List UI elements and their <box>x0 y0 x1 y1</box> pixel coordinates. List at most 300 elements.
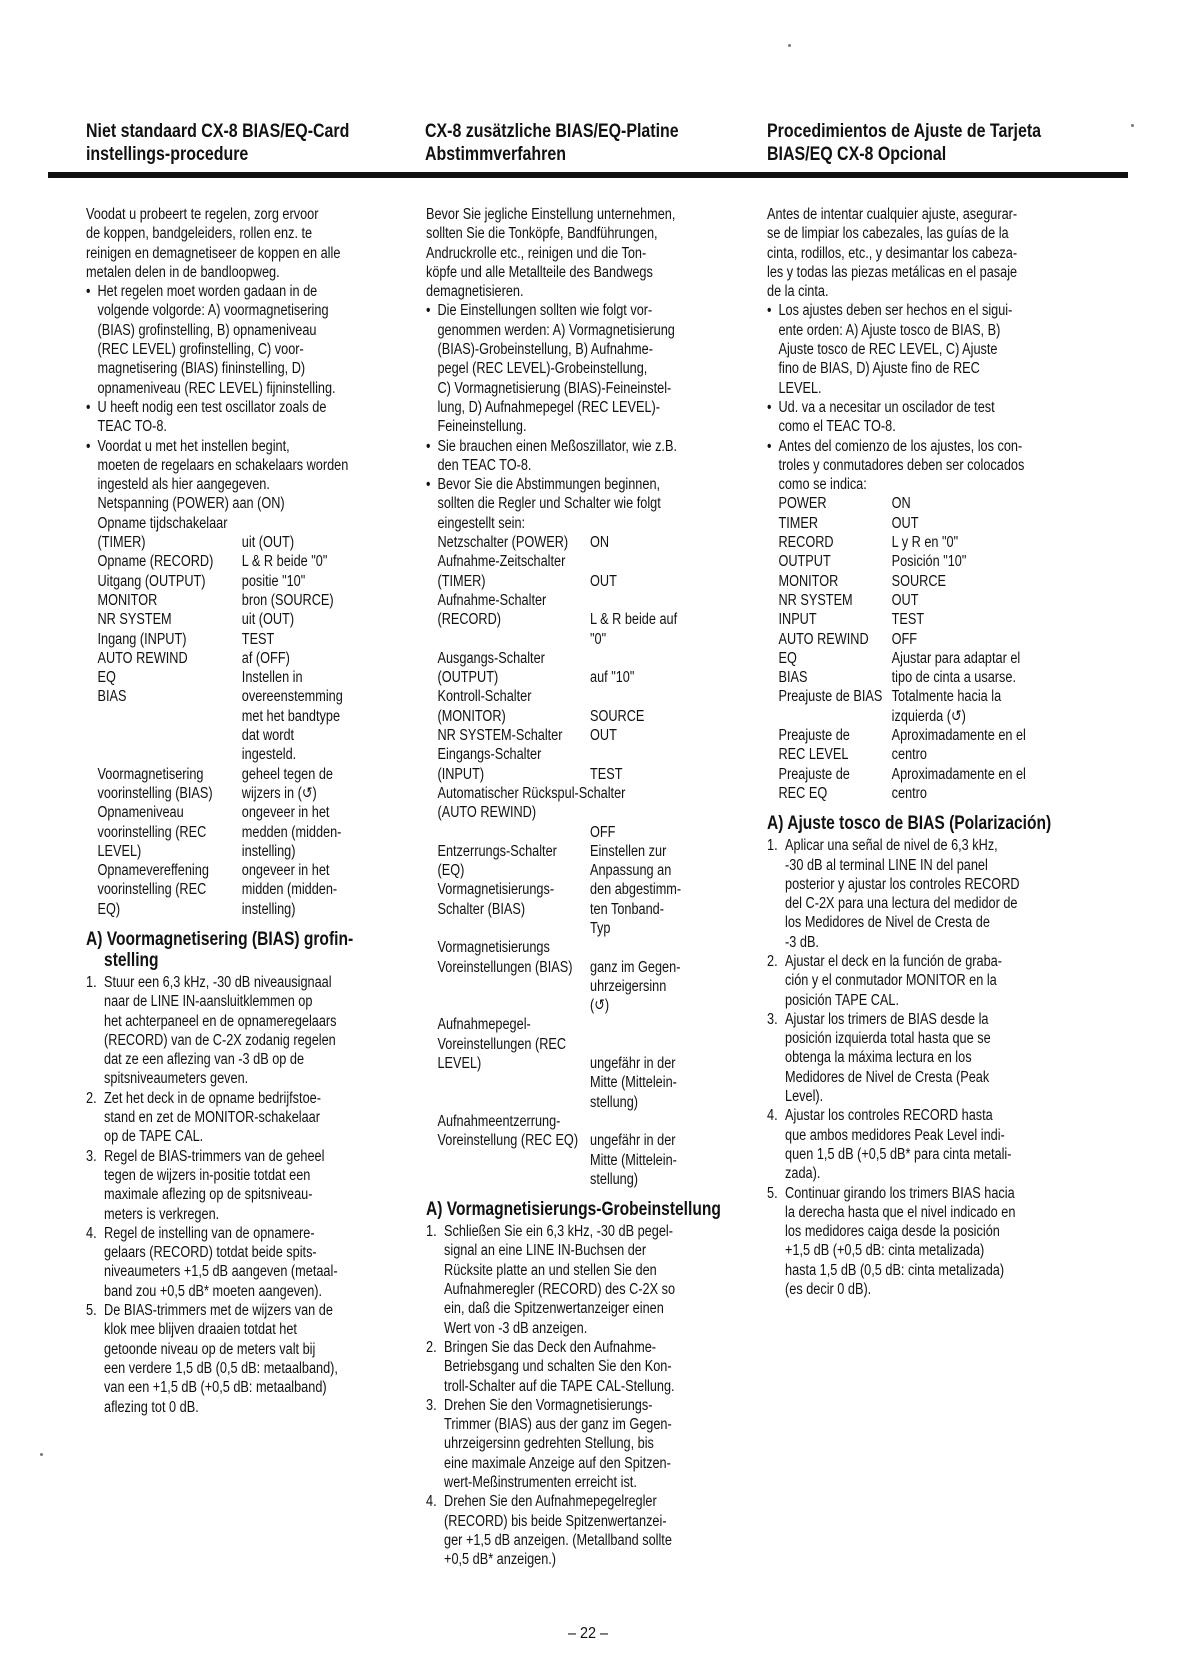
text-line: wijzers in (↺) <box>241 784 317 802</box>
text-line: REC EQ <box>778 784 828 802</box>
text-line: U heeft nodig een test oscillator zoals de <box>97 398 327 416</box>
text-line: Bevor Sie jegliche Einstellung unternehmen, <box>426 206 676 223</box>
section-heading <box>426 1199 744 1220</box>
text-line: Opname tijdschakelaar <box>97 514 228 532</box>
text-line: de koppen, bandgeleiders, rollen enz. te <box>86 225 313 243</box>
text-line: Totalmente hacia la <box>891 688 1002 706</box>
text-line: L y R en "0" <box>891 534 959 552</box>
bullet-marker: • <box>86 283 91 301</box>
text-line: eingestellt sein: <box>437 514 526 532</box>
bullet-marker: • <box>426 476 431 494</box>
text-line: TEST <box>891 611 925 629</box>
text-line: EQ <box>778 649 797 667</box>
setting-name <box>426 842 590 938</box>
setting-row <box>426 552 744 591</box>
text-line: del C-2X para una lectura del medidor de <box>785 895 1018 913</box>
text-line: Aufnahmeregler (RECORD) des C-2X so <box>444 1281 676 1299</box>
text-line: C) Vormagnetisierung (BIAS)-Feineinstel- <box>437 379 672 397</box>
header-dutch <box>86 120 363 166</box>
text-line: NR SYSTEM-Schalter <box>437 727 563 745</box>
setting-row <box>767 552 1085 571</box>
setting-name <box>767 630 892 649</box>
text-line: troll-Schalter auf die TAPE CAL-Stellung. <box>444 1377 675 1395</box>
text-line: SOURCE <box>590 707 645 725</box>
numbered-step <box>426 1492 744 1569</box>
text-line: NR SYSTEM <box>778 591 853 609</box>
text-line: Andruckrolle etc., reinigen und die Ton- <box>426 244 647 262</box>
setting-row <box>86 533 404 552</box>
text-line: Betriebsgang und schalten Sie den Kon- <box>444 1358 672 1376</box>
text-line: obtenga la máxima lectura en los <box>785 1049 972 1067</box>
setting-row <box>426 533 744 552</box>
text-line: ente orden: A) Ajuste tosco de BIAS, B) <box>778 321 1001 339</box>
header-rule <box>48 172 1128 178</box>
text-line: tegen de wijzers in-positie totdat een <box>104 1166 311 1184</box>
header-german <box>425 120 702 166</box>
text-line <box>590 803 744 822</box>
text-line: Bevor Sie die Abstimmungen beginnen, <box>437 476 661 494</box>
text-line: Aufnahmepegel- <box>437 1016 531 1034</box>
setting-name <box>86 591 242 610</box>
setting-value <box>590 726 744 745</box>
setting-row <box>86 649 404 668</box>
text-line: Voreinstellung (REC EQ) <box>437 1132 579 1150</box>
scan-speck <box>788 44 791 47</box>
setting-value <box>892 514 1086 533</box>
step-text <box>785 836 1085 952</box>
setting-name <box>86 803 242 861</box>
text-line: POWER <box>778 495 827 513</box>
text-line: Los ajustes deben ser hechos en el sigui- <box>778 302 1013 320</box>
setting-value <box>892 610 1086 629</box>
setting-value <box>892 552 1086 571</box>
setting-row <box>426 1112 744 1189</box>
text-line: Regel de BIAS-trimmers van de geheel <box>104 1147 325 1165</box>
text-line: voorinstelling (REC <box>97 823 207 841</box>
bullet-text <box>778 398 1085 437</box>
text-line: ungefähr in der <box>590 1055 676 1073</box>
setting-value <box>590 591 744 649</box>
text-line: den abgestimm- <box>590 881 682 899</box>
text-line: Antes del comienzo de los ajustes, los con- <box>778 437 1023 455</box>
text-line: ongeveer in het <box>241 804 330 822</box>
text-line <box>590 745 744 764</box>
setting-row <box>86 552 404 571</box>
text-line: Typ <box>590 919 611 937</box>
text-line: auf "10" <box>590 669 635 687</box>
text-line: Rücksite platte an und stellen Sie den <box>444 1261 657 1279</box>
text-line: moeten de regelaars en schakelaars worden <box>97 456 349 474</box>
section-heading-line: A) Vormagnetisierungs-Grobeinstellung <box>426 1199 721 1221</box>
text-line: LEVEL) <box>437 1055 482 1073</box>
text-line: Zet het deck in de opname bedrijfstoe- <box>104 1089 321 1107</box>
text-line: de la cinta. <box>767 283 829 301</box>
text-line: (↺) <box>590 997 610 1015</box>
bullet-marker: • <box>767 302 772 320</box>
text-line: TEAC TO-8. <box>97 418 167 436</box>
text-line: den TEAC TO-8. <box>437 456 532 474</box>
setting-value <box>590 533 744 552</box>
setting-name <box>426 726 590 745</box>
text-line: Mitte (Mittelein- <box>590 1151 677 1169</box>
text-line: Vormagnetisierungs <box>437 939 550 957</box>
text-line: LEVEL) <box>97 842 142 860</box>
setting-name <box>767 765 892 804</box>
setting-row <box>767 610 1085 629</box>
bullet-text <box>97 282 404 398</box>
setting-value <box>590 842 744 938</box>
header-line: BIAS/EQ CX-8 Opcional <box>767 144 947 165</box>
text-line: Posición "10" <box>891 553 967 571</box>
text-line: ten Tonband- <box>590 900 664 918</box>
text-line: ungefähr in der <box>590 1132 676 1150</box>
setting-row <box>86 803 404 861</box>
numbered-step <box>86 1301 404 1417</box>
text-line: "0" <box>590 630 607 648</box>
text-line: Voreinstellungen (REC <box>437 1035 567 1053</box>
text-line: ganz im Gegen- <box>590 958 681 976</box>
text-line: (TIMER) <box>437 572 486 590</box>
step-number: 4. <box>86 1224 97 1242</box>
text-line: Ajustar para adaptar el <box>891 649 1021 667</box>
text-line: (REC LEVEL) grofinstelling, C) voor- <box>97 341 304 359</box>
setting-name <box>426 745 590 784</box>
text-line: centro <box>891 746 927 764</box>
text-line: uhrzeigersinn <box>590 977 667 995</box>
text-line: como el TEAC TO-8. <box>778 418 896 436</box>
bullet-text <box>778 301 1085 397</box>
text-line: OUT <box>590 727 617 745</box>
text-line: Voodat u probeert te regelen, zorg ervoor <box>86 206 319 223</box>
text-line: L & R beide "0" <box>241 553 328 571</box>
text-line: sollten Sie die Tonköpfe, Bandführungen, <box>426 225 658 243</box>
text-line: fino de BIAS, D) Ajuste fino de REC <box>778 360 980 378</box>
text-line: ingesteld als hier aangegeven. <box>97 476 270 494</box>
text-line: (BIAS) grofinstelling, B) opnameniveau <box>97 321 317 339</box>
step-number: 1. <box>767 837 778 855</box>
text-line: metalen delen in de bandloopweg. <box>86 263 280 281</box>
bullet-text <box>437 475 744 533</box>
text-line: Het regelen moet worden gadaan in de <box>97 283 318 301</box>
text-line: Schließen Sie ein 6,3 kHz, -30 dB pegel- <box>444 1223 673 1241</box>
text-line: gelaars (RECORD) totdat beide spits- <box>104 1244 317 1262</box>
setting-value <box>242 687 404 764</box>
setting-value <box>242 803 404 861</box>
step-number: 3. <box>767 1010 778 1028</box>
text-line: eine maximale Anzeige auf den Spitzen- <box>444 1454 671 1472</box>
setting-value <box>892 494 1086 513</box>
setting-row <box>767 687 1085 726</box>
setting-row <box>426 938 744 1015</box>
text-line: MONITOR <box>97 591 158 609</box>
step-text <box>104 1301 404 1417</box>
scan-speck <box>40 1453 43 1456</box>
setting-value <box>892 533 1086 552</box>
step-text <box>444 1222 744 1338</box>
setting-row <box>767 591 1085 610</box>
header-line: Procedimientos de Ajuste de Tarjeta <box>767 121 1042 142</box>
text-line: naar de LINE IN-aansluitklemmen op <box>104 993 313 1011</box>
text-line <box>590 1015 744 1034</box>
setting-name <box>767 726 892 765</box>
step-number: 4. <box>767 1107 778 1125</box>
text-line: Entzerrungs-Schalter <box>437 842 557 860</box>
step-number: 1. <box>86 973 97 991</box>
text-line: OUT <box>590 572 617 590</box>
step-number: 5. <box>767 1184 778 1202</box>
text-line: ongeveer in het <box>241 862 330 880</box>
text-line: (OUTPUT) <box>437 669 499 687</box>
text-line: sollten die Regler und Schalter wie folgt <box>437 495 661 513</box>
setting-name <box>767 610 892 629</box>
text-line: met het bandtype <box>241 707 341 725</box>
setting-value <box>426 803 744 842</box>
text-line: +1,5 dB (+0,5 dB: cinta metalizada) <box>785 1242 985 1260</box>
text-line: uit (OUT) <box>241 534 295 552</box>
setting-row <box>86 591 404 610</box>
bullet-item <box>86 398 404 437</box>
text-line: OFF <box>891 630 918 648</box>
text-line: posición TAPE CAL. <box>785 991 900 1009</box>
text-line: een verdere 1,5 dB (0,5 dB: metaalband), <box>104 1359 338 1377</box>
bullet-text <box>437 301 744 436</box>
setting-name <box>426 552 590 591</box>
setting-value <box>242 572 404 591</box>
setting-value <box>242 630 404 649</box>
text-line: Drehen Sie den Vormagnetisierungs- <box>444 1396 653 1414</box>
text-line: opnameniveau (REC LEVEL) fijninstelling. <box>97 379 336 397</box>
numbered-step <box>86 973 404 1089</box>
setting-value <box>242 649 404 668</box>
text-line: Netzschalter (POWER) <box>437 534 569 552</box>
text-line: OUT <box>891 591 919 609</box>
setting-row <box>426 1015 744 1111</box>
text-line: hasta 1,5 dB (0,5 dB: cinta metalizada) <box>785 1261 1005 1279</box>
setting-value <box>892 687 1086 726</box>
bullet-marker: • <box>86 437 91 455</box>
setting-row <box>86 861 404 919</box>
bullet-marker: • <box>86 398 91 416</box>
text-line: Eingangs-Schalter <box>437 746 542 764</box>
setting-name <box>426 1112 590 1189</box>
text-line: Ajuste tosco de REC LEVEL, C) Ajuste <box>778 341 998 359</box>
step-text <box>104 1089 404 1147</box>
setting-name <box>767 591 892 610</box>
text-line: AUTO REWIND <box>97 649 188 667</box>
step-text <box>104 1224 404 1301</box>
step-number: 5. <box>86 1302 97 1320</box>
text-line: midden (midden- <box>241 881 338 899</box>
text-line: Trimmer (BIAS) aus der ganz im Gegen- <box>444 1416 672 1434</box>
section-heading-line: A) Voormagnetisering (BIAS) grofin- <box>86 928 354 950</box>
text-line: como se indica: <box>778 476 867 494</box>
text-line: SOURCE <box>891 572 947 590</box>
text-line: instelling) <box>241 900 296 918</box>
bullet-item <box>86 282 404 398</box>
text-line: dat wordt <box>241 727 295 745</box>
text-line: quen 1,5 dB (+0,5 dB* para cinta metali- <box>785 1145 1012 1163</box>
setting-value <box>590 1015 744 1111</box>
setting-name <box>86 668 242 687</box>
text-line: op de TAPE CAL. <box>104 1128 204 1146</box>
text-line: (RECORD) bis beide Spitzenwertanzei- <box>444 1512 667 1530</box>
text-line: niveaumeters +1,5 dB aangeven (metaal- <box>104 1263 338 1281</box>
text-line: EQ <box>97 669 116 687</box>
text-line: klok mee blijven draaien totdat het <box>104 1321 297 1339</box>
bullet-marker: • <box>767 398 772 416</box>
text-line: lung, D) Aufnahmepegel (REC LEVEL)- <box>437 398 661 416</box>
header-spanish <box>767 120 1044 166</box>
text-line: los medidores caiga desde la posición <box>785 1223 1000 1241</box>
text-line: stand en zet de MONITOR-schakelaar <box>104 1109 320 1127</box>
setting-name <box>767 687 892 726</box>
text-line: OFF <box>590 823 616 841</box>
text-line: troles y conmutadores deben ser colocados <box>778 456 1025 474</box>
setting-row <box>767 572 1085 591</box>
text-line: (TIMER) <box>97 534 146 552</box>
text-line: bron (SOURCE) <box>241 591 334 609</box>
setting-value <box>242 668 404 687</box>
text-line: (RECORD) van de C-2X zodanig regelen <box>104 1031 336 1049</box>
text-line <box>590 938 744 957</box>
text-line: +0,5 dB* anzeigen.) <box>444 1551 557 1569</box>
text-line: het achterpaneel en de opnameregelaars <box>104 1012 337 1030</box>
setting-row <box>86 572 404 591</box>
text-line: Wert von -3 dB anzeigen. <box>444 1319 588 1337</box>
setting-value <box>590 649 744 688</box>
text-line: voorinstelling (BIAS) <box>97 784 213 802</box>
text-line: wert-Meßinstrumenten erreicht ist. <box>444 1474 637 1491</box>
text-line <box>590 552 744 571</box>
numbered-step <box>767 952 1085 1010</box>
text-line: instelling) <box>241 842 296 860</box>
setting-value <box>242 610 404 629</box>
header-line: Abstimmverfahren <box>425 144 567 165</box>
bullet-item <box>426 301 744 436</box>
text-line <box>590 649 744 668</box>
step-number: 3. <box>86 1147 97 1165</box>
text-line: Opname (RECORD) <box>97 553 214 571</box>
setting-name <box>86 630 242 649</box>
setting-row <box>426 687 744 726</box>
text-line: ger +1,5 dB anzeigen. (Metallband sollte <box>444 1531 672 1549</box>
setting-value <box>242 591 404 610</box>
section-heading-line: A) Ajuste tosco de BIAS (Polarización) <box>767 813 1052 835</box>
text-line: Ud. va a necesitar un oscilador de test <box>778 398 995 416</box>
text-line: (BIAS)-Grobeinstellung, B) Aufnahme- <box>437 341 653 359</box>
text-line: spitsniveaumeters geven. <box>104 1070 249 1088</box>
setting-row <box>86 668 404 687</box>
text-line: se de limpiar los cabezales, las guías de la <box>767 225 1009 243</box>
bullet-item <box>767 437 1085 495</box>
setting-row <box>767 630 1085 649</box>
setting-name <box>426 591 590 649</box>
page-number: – 22 – <box>568 1625 609 1642</box>
setting-value <box>590 687 744 726</box>
setting-name <box>86 765 242 804</box>
bullet-item <box>426 475 744 533</box>
setting-row <box>767 533 1085 552</box>
bullet-item <box>767 301 1085 397</box>
text-line: Stuur een 6,3 kHz, -30 dB niveausignaal <box>104 973 332 991</box>
numbered-step <box>426 1222 744 1338</box>
step-number: 2. <box>86 1089 97 1107</box>
text-line: Opnameniveau <box>97 804 184 822</box>
header-line: CX-8 zusätzliche BIAS/EQ-Platine <box>425 121 679 142</box>
text-line: Netspanning (POWER) aan (ON) <box>97 495 285 513</box>
text-line: posición izquierda total hasta que se <box>785 1030 991 1048</box>
setting-row <box>86 687 404 764</box>
setting-value <box>892 649 1086 688</box>
numbered-step <box>86 1147 404 1224</box>
step-number: 3. <box>426 1396 437 1414</box>
text-line: -30 dB al terminal LINE IN del panel <box>785 856 988 874</box>
setting-name <box>426 649 590 688</box>
text-line: Preajuste de <box>778 765 850 783</box>
text-line: RECORD <box>778 534 834 552</box>
text-line: Aufnahmeentzerrung- <box>437 1112 561 1130</box>
step-number: 1. <box>426 1223 437 1241</box>
step-text <box>104 1147 404 1224</box>
step-text <box>785 1010 1085 1106</box>
bullet-item <box>767 398 1085 437</box>
text-line: TIMER <box>778 514 819 532</box>
text-line: Aproximadamente en el <box>891 727 1026 745</box>
text-line: Die Einstellungen sollten wie folgt vor- <box>437 302 653 320</box>
text-line: INPUT <box>778 611 817 629</box>
text-line <box>590 591 744 610</box>
text-line: Schalter (BIAS) <box>437 900 526 918</box>
header-line: instellings-procedure <box>86 144 249 165</box>
text-line: les y todas las piezas metálicas en el pasaje <box>767 263 1018 281</box>
text-line: centro <box>891 784 927 802</box>
setting-name <box>86 533 242 552</box>
setting-row <box>767 514 1085 533</box>
text-line: geheel tegen de <box>241 765 333 783</box>
setting-name <box>426 533 590 552</box>
step-text <box>785 1106 1085 1183</box>
setting-name <box>86 610 242 629</box>
text-line: -3 dB. <box>785 933 819 951</box>
setting-value <box>590 745 744 784</box>
setting-value <box>242 765 404 804</box>
setting-name <box>426 687 590 726</box>
text-line: pegel (REC LEVEL)-Grobeinstellung, <box>437 360 648 378</box>
text-line: uit (OUT) <box>241 611 295 629</box>
text-line: OUT <box>891 514 919 532</box>
text-line: ingesteld. <box>241 746 297 764</box>
text-line: (RECORD) <box>437 611 502 629</box>
text-line: AUTO REWIND <box>778 630 869 648</box>
setting-value <box>242 533 404 552</box>
text-line: Voreinstellungen (BIAS) <box>437 958 573 976</box>
text-line: stellung) <box>590 1170 639 1188</box>
text-line: TEST <box>590 765 623 783</box>
text-line: maximale aflezing op de spitsniveau- <box>104 1186 313 1204</box>
setting-name <box>767 533 892 552</box>
setting-name <box>86 649 242 668</box>
section-heading <box>767 813 1085 834</box>
step-text <box>444 1338 744 1396</box>
text-line: MONITOR <box>778 572 839 590</box>
setting-row <box>426 784 744 842</box>
text-line: demagnetisieren. <box>426 283 524 301</box>
setting-name <box>426 1015 590 1111</box>
text-line: aflezing tot 0 dB. <box>104 1398 199 1416</box>
bullet-marker: • <box>426 437 431 455</box>
numbered-step <box>767 1106 1085 1183</box>
numbered-step <box>767 836 1085 952</box>
